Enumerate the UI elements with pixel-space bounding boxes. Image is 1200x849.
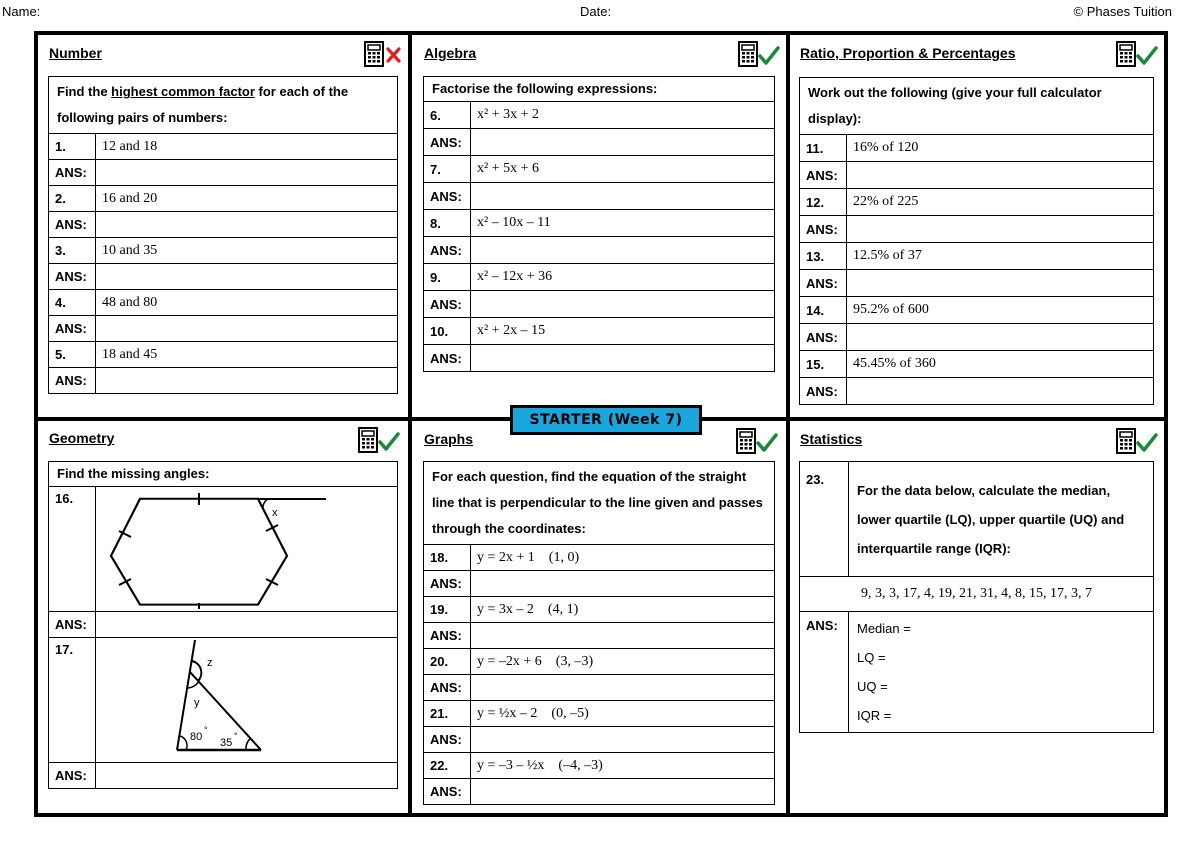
question-1: 12 and 18 <box>96 134 398 160</box>
question-15: 45.45% of 360 <box>847 351 1154 378</box>
question-13: 12.5% of 37 <box>847 243 1154 270</box>
question-5: 18 and 45 <box>96 342 398 368</box>
name-label: Name: <box>2 4 41 19</box>
answer-6-field[interactable] <box>471 129 775 156</box>
lq-label: LQ = <box>857 650 886 665</box>
graphs-instruction: For each question, find the equation of the straight line that is perpendicular to the line given and passes through the coordinates: <box>424 462 775 545</box>
question-3: 10 and 35 <box>96 238 398 264</box>
svg-text:y: y <box>194 697 200 709</box>
ratio-instruction: Work out the following (give your full calculator display): <box>800 78 1154 135</box>
triangle-diagram <box>96 638 398 763</box>
svg-text:35: 35 <box>220 737 233 749</box>
question-7: x² + 5x + 6 <box>471 156 775 183</box>
svg-text:80: 80 <box>190 731 203 743</box>
answer-11-field[interactable] <box>847 162 1154 189</box>
calculator-allowed-icon <box>738 41 782 69</box>
answer-15-field[interactable] <box>847 378 1154 405</box>
question-19: y = 3x – 2 (4, 1) <box>471 597 775 623</box>
credit: © Phases Tuition <box>1073 4 1172 19</box>
calculator-allowed-icon <box>1116 428 1160 456</box>
answer-16-field[interactable] <box>96 612 398 638</box>
question-11: 16% of 120 <box>847 135 1154 162</box>
answer-5-field[interactable] <box>96 368 398 394</box>
number-table: Find the highest common factor for each of the following pairs of numbers: 1. 12 and 18 ANS: 2. 16 and 20 ANS: 3. 10 and 35 ANS: 4. 48 and 80 ANS: 5. 18 and 45 ANS: <box>48 76 398 394</box>
question-9: x² – 12x + 36 <box>471 264 775 291</box>
answer-1-field[interactable] <box>96 160 398 186</box>
answer-9-field[interactable] <box>471 291 775 318</box>
geometry-table: Find the missing angles: 16. x ANS: 17. z y 80 ° 35 ° ANS: <box>48 461 398 789</box>
question-2: 16 and 20 <box>96 186 398 212</box>
date-label: Date: <box>580 4 612 19</box>
calculator-allowed-icon <box>1116 41 1160 69</box>
answer-4-field[interactable] <box>96 316 398 342</box>
number-instruction: Find the highest common factor for each of the following pairs of numbers: <box>49 77 398 134</box>
geometry-instruction: Find the missing angles: <box>49 462 398 487</box>
graphs-title: Graphs <box>424 431 474 447</box>
answer-13-field[interactable] <box>847 270 1154 297</box>
question-20: y = –2x + 6 (3, –3) <box>471 649 775 675</box>
hexagon-diagram <box>96 487 398 612</box>
starter-badge: STARTER (Week 7) <box>510 405 702 435</box>
median-label: Median = <box>857 621 911 636</box>
calculator-allowed-icon <box>736 428 780 456</box>
algebra-table: Factorise the following expressions: 6. x² + 3x + 2 ANS: 7. x² + 5x + 6 ANS: 8. x² – 10x – 11 ANS: 9. x² – 12x + 36 ANS: 10. x² + 2x – 15 ANS: <box>423 76 775 372</box>
answer-14-field[interactable] <box>847 324 1154 351</box>
iqr-label: IQR = <box>857 708 892 723</box>
answer-8-field[interactable] <box>471 237 775 264</box>
algebra-title: Algebra <box>424 45 477 61</box>
svg-text:°: ° <box>234 731 238 741</box>
answer-3-field[interactable] <box>96 264 398 290</box>
uq-label: UQ = <box>857 679 888 694</box>
question-18: y = 2x + 1 (1, 0) <box>471 545 775 571</box>
question-8: x² – 10x – 11 <box>471 210 775 237</box>
svg-text:x: x <box>272 507 278 519</box>
calculator-allowed-icon <box>358 427 402 455</box>
question-12: 22% of 225 <box>847 189 1154 216</box>
question-4: 48 and 80 <box>96 290 398 316</box>
answer-22-field[interactable] <box>471 779 775 805</box>
svg-text:°: ° <box>204 725 208 735</box>
answer-21-field[interactable] <box>471 727 775 753</box>
question-14: 95.2% of 600 <box>847 297 1154 324</box>
statistics-data: 9, 3, 3, 17, 4, 19, 21, 31, 4, 8, 15, 17, 3, 7 <box>800 577 1154 612</box>
ratio-table: Work out the following (give your full calculator display): 11. 16% of 120 ANS: 12. 22% of 225 ANS: 13. 12.5% of 37 ANS: 14. 95.2% of 600 ANS: 15. 45.45% of 360 ANS: <box>799 77 1154 405</box>
ratio-title: Ratio, Proportion & Percentages <box>800 45 1016 61</box>
svg-text:z: z <box>207 657 213 669</box>
number-title: Number <box>49 45 102 61</box>
calculator-not-allowed-icon <box>364 41 408 69</box>
answer-12-field[interactable] <box>847 216 1154 243</box>
statistics-instruction: For the data below, calculate the median, lower quartile (LQ), upper quartile (UQ) and interquartile range (IQR): <box>849 462 1154 577</box>
statistics-answer-field[interactable] <box>849 612 1154 733</box>
question-6: x² + 3x + 2 <box>471 102 775 129</box>
question-22: y = –3 – ½x (–4, –3) <box>471 753 775 779</box>
graphs-table: For each question, find the equation of the straight line that is perpendicular to the line given and passes through the coordinates: 18. y = 2x + 1 (1, 0) ANS: 19. y = 3x – 2 (4, 1) ANS: 20. y = –2x + 6 (3, –3) ANS: 21. y = ½x – 2 (0, –5) ANS: 22. y = –3 – ½x (–4, –3) ANS: <box>423 461 775 805</box>
statistics-title: Statistics <box>800 431 863 447</box>
answer-17-field[interactable] <box>96 763 398 789</box>
geometry-title: Geometry <box>49 430 115 446</box>
question-10: x² + 2x – 15 <box>471 318 775 345</box>
answer-10-field[interactable] <box>471 345 775 372</box>
answer-2-field[interactable] <box>96 212 398 238</box>
answer-20-field[interactable] <box>471 675 775 701</box>
answer-19-field[interactable] <box>471 623 775 649</box>
answer-18-field[interactable] <box>471 571 775 597</box>
answer-7-field[interactable] <box>471 183 775 210</box>
algebra-instruction: Factorise the following expressions: <box>424 77 775 102</box>
question-21: y = ½x – 2 (0, –5) <box>471 701 775 727</box>
statistics-table: 23. For the data below, calculate the median, lower quartile (LQ), upper quartile (UQ) and interquartile range (IQR): 9, 3, 3, 17, 4, 19, 21, 31, 4, 8, 15, 17, 3, 7 ANS: Median = LQ = UQ = IQR = <box>799 461 1154 733</box>
